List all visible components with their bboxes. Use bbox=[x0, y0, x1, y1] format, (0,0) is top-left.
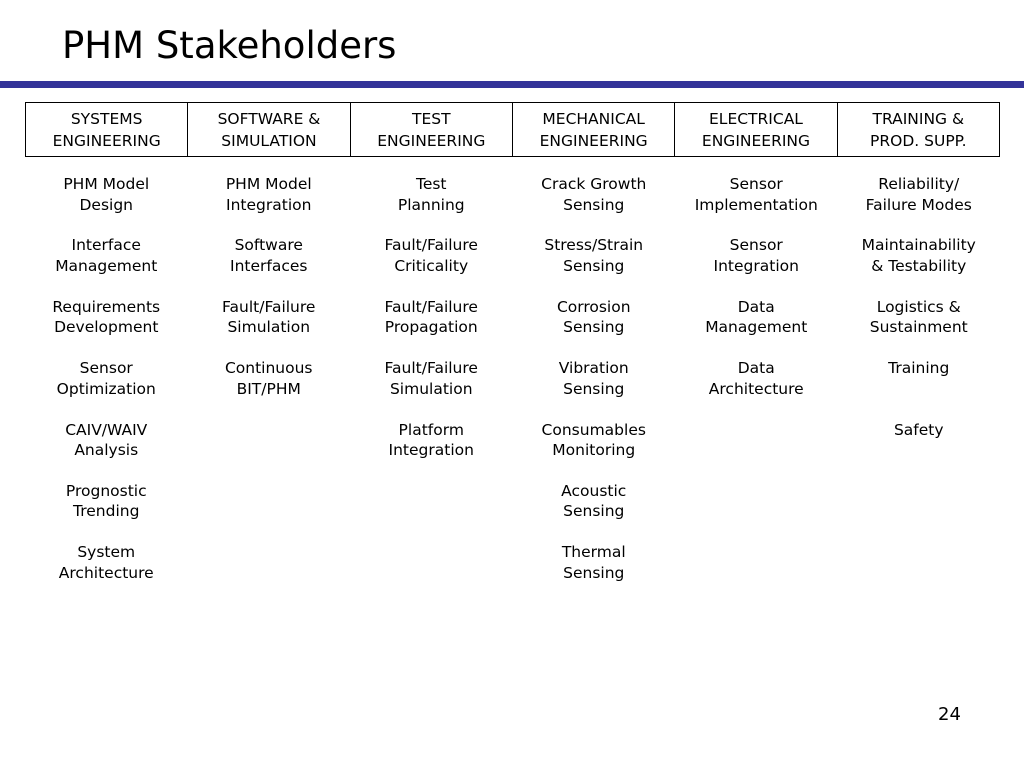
list-item: Interface Management bbox=[55, 236, 158, 275]
list-item: PHM Model Design bbox=[63, 175, 150, 214]
list-item: Sensor Integration bbox=[713, 236, 799, 275]
list-item: Maintainability & Testability bbox=[861, 236, 976, 275]
list-item: Platform Integration bbox=[388, 420, 474, 460]
header-electrical-engineering: ELECTRICAL ENGINEERING bbox=[675, 103, 837, 156]
list-item: Fault/Failure Criticality bbox=[384, 236, 478, 275]
list-item: Corrosion Sensing bbox=[556, 297, 631, 337]
list-item: Sensor Implementation bbox=[694, 175, 818, 214]
list-item: Consumables Monitoring bbox=[541, 420, 646, 460]
list-item: Fault/Failure Simulation bbox=[222, 297, 316, 337]
list-item: Sensor Optimization bbox=[56, 359, 156, 398]
list-item: Thermal Sensing bbox=[561, 543, 626, 582]
list-item: Data Architecture bbox=[708, 359, 804, 398]
column-training-prod-supp bbox=[838, 174, 1001, 604]
list-item: Requirements Development bbox=[52, 297, 161, 337]
list-item: Safety bbox=[893, 420, 944, 439]
page-number: 24 bbox=[938, 704, 961, 725]
header-software-simulation: SOFTWARE & SIMULATION bbox=[188, 103, 350, 156]
list-item: PHM Model Integration bbox=[225, 175, 312, 214]
column-test-engineering bbox=[350, 174, 513, 604]
slide-title: PHM Stakeholders bbox=[62, 24, 397, 67]
header-mechanical-engineering: MECHANICAL ENGINEERING bbox=[513, 103, 675, 156]
column-mechanical-engineering bbox=[513, 174, 676, 604]
list-item: CAIV/WAIV Analysis bbox=[65, 420, 148, 460]
list-item: Data Management bbox=[705, 297, 808, 337]
stakeholder-columns bbox=[25, 174, 1000, 604]
list-item: Reliability/ Failure Modes bbox=[865, 175, 972, 214]
header-training-prod-supp: TRAINING & PROD. SUPP. bbox=[838, 103, 1000, 156]
column-systems-engineering bbox=[25, 174, 188, 604]
header-systems-engineering: SYSTEMS ENGINEERING bbox=[26, 103, 188, 156]
list-item: Acoustic Sensing bbox=[561, 481, 627, 521]
list-item: Fault/Failure Propagation bbox=[384, 297, 478, 337]
column-electrical-engineering bbox=[675, 174, 838, 604]
list-item: Logistics & Sustainment bbox=[869, 297, 968, 337]
list-item: Vibration Sensing bbox=[558, 359, 629, 398]
list-item: Training bbox=[888, 359, 950, 378]
header-test-engineering: TEST ENGINEERING bbox=[351, 103, 513, 156]
list-item: Stress/Strain Sensing bbox=[544, 236, 644, 275]
list-item: Prognostic Trending bbox=[65, 481, 147, 521]
title-divider bbox=[0, 81, 1024, 88]
list-item: Test Planning bbox=[397, 175, 465, 214]
stakeholder-header-row bbox=[25, 102, 1000, 157]
list-item: Crack Growth Sensing bbox=[541, 175, 647, 214]
list-item: System Architecture bbox=[58, 543, 154, 582]
column-software-simulation bbox=[188, 174, 351, 604]
list-item: Software Interfaces bbox=[230, 236, 308, 275]
list-item: Fault/Failure Simulation bbox=[384, 359, 478, 398]
list-item: Continuous BIT/PHM bbox=[224, 359, 313, 398]
